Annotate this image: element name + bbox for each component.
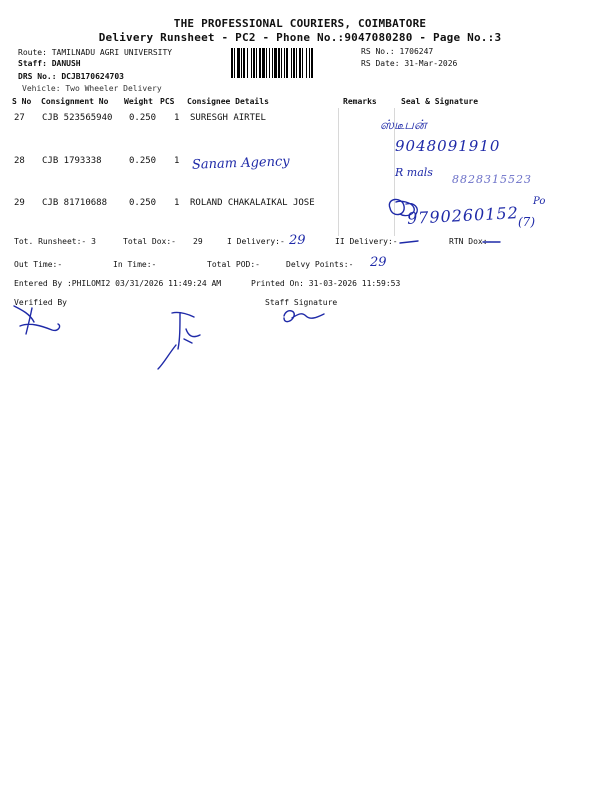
ii-delivery-label: II Delivery:-	[335, 237, 398, 246]
col-remarks: Remarks	[343, 97, 377, 106]
i-delivery-value: 29	[289, 233, 306, 248]
company-title: THE PROFESSIONAL COURIERS, COIMBATORE	[173, 17, 427, 30]
in-time-label: In Time:-	[113, 260, 157, 269]
runsheet-subtitle: Delivery Runsheet - PC2 - Phone No.:9047080280 - Page No.:3	[98, 31, 502, 44]
row28-handwritten-remark: R mals	[395, 166, 433, 179]
vehicle-label: Vehicle: Two Wheeler Delivery	[22, 84, 162, 93]
rtn-dox-label: RTN Dox:-	[449, 237, 493, 246]
barcode	[230, 48, 358, 78]
row-consignment: CJB 1793338	[42, 156, 102, 166]
rtn-dox-dash	[482, 238, 502, 246]
total-pod-label: Total POD:-	[207, 260, 260, 269]
printed-on: Printed On: 31-03-2026 11:59:53	[251, 279, 401, 288]
cell-divider	[338, 108, 339, 236]
row28-handwritten-phone: 8828315523	[452, 173, 532, 186]
row-consignment: CJB 81710688	[42, 198, 108, 208]
i-delivery-label: I Delivery:-	[227, 237, 285, 246]
row-weight: 0.250	[129, 198, 157, 208]
staff-signature	[280, 306, 330, 328]
col-consignee: Consignee Details	[187, 97, 269, 106]
entered-by: Entered By :PHILOMI2 03/31/2026 11:49:24 AM	[14, 279, 222, 288]
row-pcs: 1	[174, 198, 180, 208]
total-dox-value: 29	[193, 237, 203, 246]
route-label: Route: TAMILNADU AGRI UNIVERSITY	[18, 48, 173, 57]
row-weight: 0.250	[129, 156, 157, 166]
row-consignment: CJB 523565940	[42, 113, 113, 123]
tot-runsheet: Tot. Runsheet:- 3	[14, 237, 96, 246]
rs-date: RS Date: 31-Mar-2026	[361, 59, 458, 68]
rs-number: RS No.: 1706247	[361, 47, 434, 56]
row-weight: 0.250	[129, 113, 157, 123]
col-sno: S No	[12, 97, 32, 106]
row29-handwritten-note: Po	[533, 196, 546, 207]
delvy-points-label: Delvy Points:-	[286, 260, 354, 269]
row-sno: 27	[14, 113, 25, 123]
verified-by-signature	[8, 300, 68, 340]
row27-handwritten-sign: ஸ்டீபன்	[380, 118, 427, 133]
row-sno: 29	[14, 198, 25, 208]
delvy-points-value: 29	[370, 255, 387, 270]
verified-by-signature-2	[150, 305, 210, 375]
ii-delivery-dash	[398, 238, 420, 246]
col-weight: Weight	[124, 97, 153, 106]
col-pcs: PCS	[160, 97, 175, 106]
row-pcs: 1	[174, 113, 180, 123]
row-consignee: SURESGH AIRTEL	[190, 113, 266, 123]
row-pcs: 1	[174, 156, 180, 166]
verified-by-label: Verified By	[14, 298, 67, 307]
drs-number: DRS No.: DCJB170624703	[18, 72, 124, 81]
row29-handwritten-count: (7)	[518, 215, 535, 229]
row-consignee: ROLAND CHAKALAIKAL JOSE	[190, 198, 315, 208]
row-sno: 28	[14, 156, 25, 166]
staff-label: Staff: DANUSH	[18, 59, 81, 68]
col-seal-signature: Seal & Signature	[401, 97, 479, 106]
out-time-label: Out Time:-	[14, 260, 63, 269]
staff-signature-label: Staff Signature	[265, 298, 338, 307]
row28-handwritten-consignee: Sanam Agency	[191, 154, 290, 173]
row29-handwritten-phone: 9790260152	[406, 203, 520, 228]
col-consignment: Consignment No	[41, 97, 109, 106]
row27-handwritten-phone: 9048091910	[395, 137, 501, 155]
total-dox-label: Total Dox:-	[123, 237, 176, 246]
